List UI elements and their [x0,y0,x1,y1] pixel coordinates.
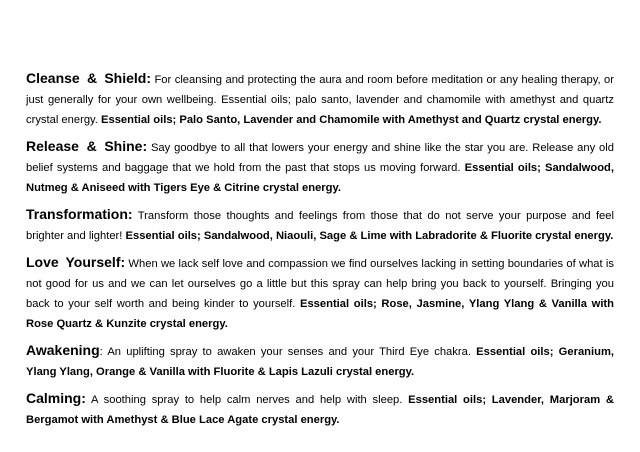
product-description-document [26,68,614,436]
entry-description: When we lack self love and compassion we find ourselves lacking in setting boundaries of what is not good for us and we can let ourselves go a little but this spray can help bring you back to yourself. Bringing you back to your self worth and being kinder to yourself. [26,258,614,310]
entry-essential-oils: Essential oils; Sandalwood, Niaouli, Sage & Lime with Labradorite & Fluorite crystal energy. [125,230,614,242]
entry-calming [26,388,614,430]
entry-description: Say goodbye to all that lowers your energy and shine like the star you are. Release any old belief systems and baggage that we hold from the past that stops us moving forward. [26,142,614,174]
entry-essential-oils: Essential oils; Lavender, Marjoram & Bergamot with Amethyst & Blue Lace Agate crystal energy. [26,394,614,426]
entry-title: Calming: [26,390,86,406]
entry-essential-oils: Essential oils; Palo Santo, Lavender and Chamomile with Amethyst and Quartz crystal energy. [101,114,602,126]
entry-description: An uplifting spray to awaken your senses and your Third Eye chakra. [102,346,477,358]
entry-essential-oils: Essential oils; Rose, Jasmine, Ylang Ylang & Vanilla with Rose Quartz & Kunzite crystal energy. [26,298,614,330]
entry-awakening [26,340,614,382]
entry-essential-oils: Essential oils; Geranium, Ylang Ylang, Orange & Vanilla with Fluorite & Lapis Lazuli crystal energy. [26,346,614,378]
entry-love-yourself [26,252,614,334]
entry-release-shine [26,136,614,198]
entry-essential-oils: Essential oils; Sandalwood, Nutmeg & Aniseed with Tigers Eye & Citrine crystal energy. [26,162,614,194]
entry-title: Release & Shine: [26,138,148,154]
entry-description: A soothing spray to help calm nerves and help with sleep. [85,394,409,406]
entry-title: Love Yourself: [26,254,126,270]
entry-title: Cleanse & Shield: [26,70,151,86]
entry-description: For cleansing and protecting the aura and room before meditation or any healing therapy, or just generally for your own wellbeing. Essential oils; palo santo, lavender and chamomile with amethyst and quartz crystal energy. [26,74,614,126]
entry-description: Transform those thoughts and feelings from those that do not serve your purpose and feel brighter and lighter! [26,210,614,242]
entry-title: Transformation: [26,206,133,222]
entry-transformation [26,204,614,246]
entry-title-colon: : [99,346,103,358]
entry-cleanse-shield [26,68,614,130]
entry-title: Awakening [26,342,100,358]
